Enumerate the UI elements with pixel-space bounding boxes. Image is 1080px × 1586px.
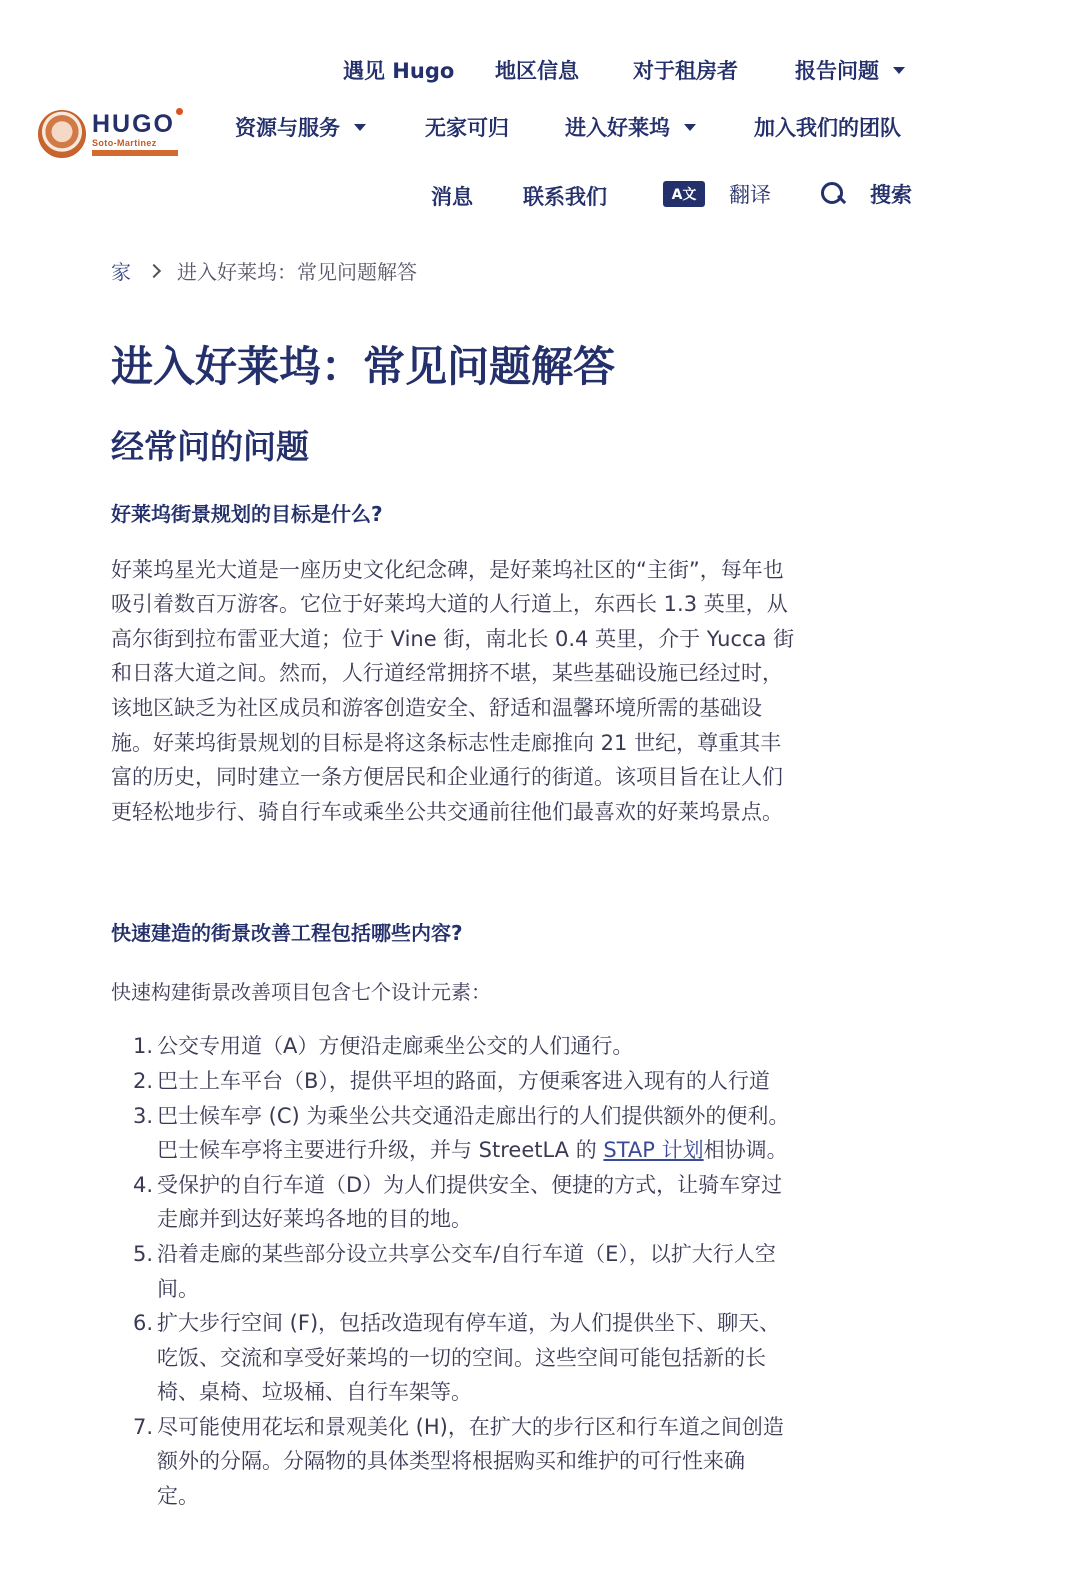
logo-dot-icon <box>176 108 183 115</box>
list-line: 扩大步行空间 (F)，包括改造现有停车道，为人们提供坐下、聊天、 <box>157 1311 781 1336</box>
answer-line: 更轻松地步行、骑自行车或乘坐公共交通前往他们最喜欢的好莱坞景点。 <box>111 799 783 824</box>
list-number: 4. <box>133 1172 154 1197</box>
list-item <box>133 1410 861 1514</box>
answer-line: 施。好莱坞街景规划的目标是将这条标志性走廊推向 21 世纪，尊重其丰 <box>111 730 782 755</box>
logo-brand: HUGO <box>92 110 175 138</box>
chevron-down-icon <box>354 124 366 131</box>
breadcrumb-home-link[interactable]: 家 <box>111 260 131 284</box>
list-number: 6. <box>133 1311 154 1336</box>
search-button[interactable] <box>820 179 912 209</box>
faq-intro: 快速构建街景改善项目包含七个设计元素： <box>111 980 491 1005</box>
nav-label: 对于租房者 <box>633 59 738 83</box>
nav-enter-hollywood[interactable] <box>565 112 696 142</box>
section-title: 经常问的问题 <box>111 426 309 466</box>
list-line: 受保护的自行车道（D）为人们提供安全、便捷的方式，让骑车穿过 <box>157 1172 783 1197</box>
chevron-down-icon <box>893 67 905 74</box>
list-number: 7. <box>133 1414 154 1439</box>
search-icon <box>820 181 846 207</box>
faq-answer <box>111 553 861 830</box>
list-line: 巴士上车平台（B），提供平坦的路面，方便乘客进入现有的人行道 <box>157 1068 770 1093</box>
list-line: 吃饭、交流和享受好莱坞的一切的空间。这些空间可能包括新的长 <box>157 1345 766 1370</box>
nav-label: 联系我们 <box>523 185 607 209</box>
answer-line: 该地区缺乏为社区成员和游客创造安全、舒适和温馨环境所需的基础设 <box>111 695 762 720</box>
list-item <box>133 1099 861 1168</box>
list-line: 尽可能使用花坛和景观美化 (H)，在扩大的步行区和行车道之间创造 <box>157 1414 784 1439</box>
logo-subtitle: Soto-Martinez <box>92 138 157 148</box>
list-item <box>133 1306 861 1410</box>
site-logo[interactable] <box>38 108 188 164</box>
list-number: 1. <box>133 1034 154 1059</box>
nav-for-renters[interactable] <box>633 55 738 85</box>
nav-resources-services[interactable] <box>235 112 366 142</box>
main-content <box>111 340 861 1514</box>
breadcrumb-current: 进入好莱坞：常见问题解答 <box>177 260 417 284</box>
nav-label: 加入我们的团队 <box>754 116 901 140</box>
translate-button[interactable] <box>663 179 771 209</box>
nav-label: 消息 <box>431 185 473 209</box>
page-title: 进入好莱坞：常见问题解答 <box>111 342 616 391</box>
list-text: 相协调。 <box>703 1138 788 1163</box>
list-line: 椅、桌椅、垃圾桶、自行车架等。 <box>157 1380 472 1405</box>
answer-line: 富的历史，同时建立一条方便居民和企业通行的街道。该项目旨在让人们 <box>111 765 783 790</box>
nav-label: 遇见 Hugo <box>343 59 455 83</box>
nav-label: 资源与服务 <box>235 116 340 140</box>
answer-line: 吸引着数百万游客。它位于好莱坞大道的人行道上，东西长 1.3 英里，从 <box>111 592 788 617</box>
list-text: 巴士候车亭将主要进行升级，并与 StreetLA 的 <box>157 1138 604 1163</box>
list-line: 间。 <box>157 1276 199 1301</box>
list-item <box>133 1168 861 1237</box>
nav-district-info[interactable] <box>495 55 579 85</box>
nav-join-team[interactable] <box>754 112 901 142</box>
nav-label: 无家可归 <box>425 116 509 140</box>
list-item <box>133 1237 861 1306</box>
faq-question: 好莱坞街景规划的目标是什么? <box>111 501 383 526</box>
translate-icon: A文 <box>663 181 705 207</box>
list-line: 沿着走廊的某些部分设立共享公交车/自行车道（E），以扩大行人空 <box>157 1241 776 1266</box>
stap-plan-link[interactable]: STAP 计划 <box>603 1138 704 1163</box>
list-number: 3. <box>133 1103 154 1128</box>
nav-label: 地区信息 <box>495 59 579 83</box>
chevron-down-icon <box>684 124 696 131</box>
list-line <box>157 1133 861 1168</box>
list-line: 额外的分隔。分隔物的具体类型将根据购买和维护的可行性来确 <box>157 1449 745 1474</box>
design-elements-list <box>111 1029 861 1513</box>
list-line: 公交专用道（A）方便沿走廊乘坐公交的人们通行。 <box>157 1034 634 1059</box>
answer-line: 好莱坞星光大道是一座历史文化纪念碑，是好莱坞社区的“主街”，每年也 <box>111 557 784 582</box>
list-number: 5. <box>133 1241 154 1266</box>
nav-label: 进入好莱坞 <box>565 116 670 140</box>
faq-question: 快速建造的街景改善工程包括哪些内容? <box>111 921 463 946</box>
list-line: 巴士候车亭 (C) 为乘坐公共交通沿走廊出行的人们提供额外的便利。 <box>157 1103 790 1128</box>
nav-news[interactable] <box>431 181 473 211</box>
list-item <box>133 1064 861 1099</box>
list-number: 2. <box>133 1068 154 1093</box>
nav-label: 报告问题 <box>795 59 879 83</box>
nav-homelessness[interactable] <box>425 112 509 142</box>
nav-meet-hugo[interactable] <box>343 55 454 85</box>
answer-line: 高尔街到拉布雷亚大道；位于 Vine 街，南北长 0.4 英里，介于 Yucca 街 <box>111 626 795 651</box>
nav-report-issue[interactable] <box>795 55 905 85</box>
list-line: 定。 <box>157 1484 199 1509</box>
answer-line: 和日落大道之间。然而，人行道经常拥挤不堪，某些基础设施已经过时， <box>111 661 783 686</box>
list-item <box>133 1029 861 1064</box>
translate-label: 翻译 <box>729 183 771 207</box>
chevron-right-icon <box>147 263 161 277</box>
breadcrumb <box>111 256 417 285</box>
city-seal-icon <box>38 110 86 158</box>
logo-bar <box>92 150 178 156</box>
nav-contact[interactable] <box>523 181 607 211</box>
search-label: 搜索 <box>870 183 912 207</box>
list-line: 走廊并到达好莱坞各地的目的地。 <box>157 1207 472 1232</box>
